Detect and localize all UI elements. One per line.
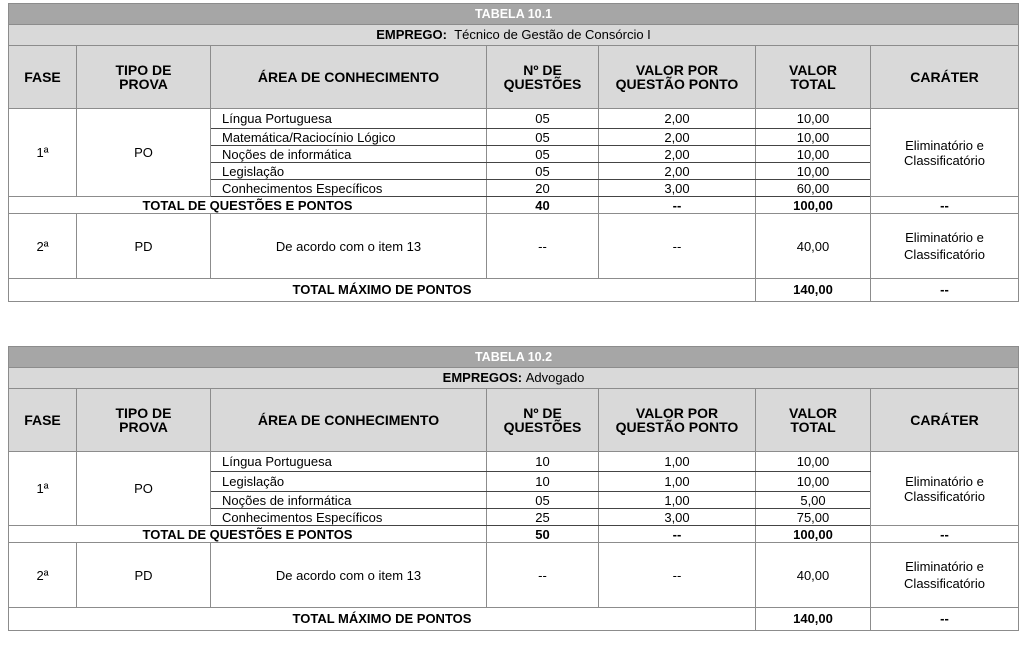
phase2-questoes: -- <box>487 543 599 608</box>
header-total-line2: TOTAL <box>790 419 836 435</box>
phase1-carater <box>871 452 1019 526</box>
header-valor-questao <box>599 389 756 452</box>
phase2-fase: 2ª <box>9 214 77 279</box>
header-num-line1: Nº DE <box>523 62 562 78</box>
table-row-questoes: 10 <box>487 452 599 472</box>
header-num-questoes <box>487 389 599 452</box>
header-valor-questao <box>599 46 756 109</box>
table-row-area: Legislação <box>211 163 487 180</box>
table-title: TABELA 10.2 <box>9 347 1019 368</box>
table-row-valor: 1,00 <box>599 492 756 509</box>
score-table-10-2 <box>8 346 1019 631</box>
header-valor-line2: QUESTÃO PONTO <box>615 76 739 92</box>
table-row-area: Conhecimentos Específicos <box>211 180 487 197</box>
table-row-questoes: 05 <box>487 109 599 129</box>
table-row-valor: 3,00 <box>599 180 756 197</box>
phase2-questoes: -- <box>487 214 599 279</box>
subtotal-questoes: 40 <box>487 197 599 214</box>
phase2-carater-line2: Classificatório <box>904 576 985 591</box>
header-tipo-line2: PROVA <box>119 76 168 92</box>
table-row-valor: 2,00 <box>599 163 756 180</box>
phase2-area: De acordo com o item 13 <box>211 543 487 608</box>
employment-value: Advogado <box>525 370 585 385</box>
phase1-tipo: PO <box>77 109 211 197</box>
max-label: TOTAL MÁXIMO DE PONTOS <box>9 608 756 631</box>
table-row-questoes: 05 <box>487 163 599 180</box>
header-total-line1: VALOR <box>789 405 837 421</box>
table-row-area: Noções de informática <box>211 146 487 163</box>
phase2-valor: -- <box>599 543 756 608</box>
phase1-fase: 1ª <box>9 109 77 197</box>
header-area: ÁREA DE CONHECIMENTO <box>211 46 487 109</box>
max-label: TOTAL MÁXIMO DE PONTOS <box>9 279 756 302</box>
header-valor-total <box>756 46 871 109</box>
table-row-valor: 2,00 <box>599 129 756 146</box>
header-tipo-prova <box>77 46 211 109</box>
table-row-total: 10,00 <box>756 452 871 472</box>
employment-label: EMPREGOS: <box>442 370 523 385</box>
phase2-carater <box>871 214 1019 279</box>
subtotal-valor: -- <box>599 526 756 543</box>
header-carater: CARÁTER <box>871 389 1019 452</box>
phase1-carater-line2: Classificatório <box>904 152 985 168</box>
employment-row <box>9 25 1019 46</box>
header-tipo-prova <box>77 389 211 452</box>
subtotal-questoes: 50 <box>487 526 599 543</box>
max-carater: -- <box>871 608 1019 631</box>
table-row-questoes: 05 <box>487 129 599 146</box>
header-valor-line1: VALOR POR <box>635 62 719 78</box>
phase1-fase: 1ª <box>9 452 77 526</box>
table-row-valor: 1,00 <box>599 452 756 472</box>
phase1-carater-line2: Classificatório <box>904 488 985 504</box>
employment-label: EMPREGO: <box>376 27 447 42</box>
phase1-carater <box>871 109 1019 197</box>
header-num-questoes <box>487 46 599 109</box>
subtotal-label: TOTAL DE QUESTÕES E PONTOS <box>9 197 487 214</box>
table-row-valor: 1,00 <box>599 472 756 492</box>
phase2-tipo: PD <box>77 214 211 279</box>
table-row-questoes: 05 <box>487 492 599 509</box>
table-row-valor: 3,00 <box>599 509 756 526</box>
table-row-area: Noções de informática <box>211 492 487 509</box>
table-row-questoes: 10 <box>487 472 599 492</box>
table-row-area: Legislação <box>211 472 487 492</box>
header-tipo-line1: TIPO DE <box>115 405 172 421</box>
table-row-area: Matemática/Raciocínio Lógico <box>211 129 487 146</box>
phase2-carater-line1: Eliminatório e <box>905 230 984 245</box>
table-row-total: 10,00 <box>756 146 871 163</box>
table-row-valor: 2,00 <box>599 109 756 129</box>
phase2-carater-line1: Eliminatório e <box>905 559 984 574</box>
header-valor-total <box>756 389 871 452</box>
phase2-fase: 2ª <box>9 543 77 608</box>
header-valor-line1: VALOR POR <box>635 405 719 421</box>
header-num-line2: QUESTÕES <box>503 76 582 92</box>
header-total-line2: TOTAL <box>790 76 836 92</box>
table-row-area: Língua Portuguesa <box>211 109 487 129</box>
table-row-area: Língua Portuguesa <box>211 452 487 472</box>
phase2-area: De acordo com o item 13 <box>211 214 487 279</box>
table-title: TABELA 10.1 <box>9 4 1019 25</box>
table-row-total: 10,00 <box>756 109 871 129</box>
table-row-total: 5,00 <box>756 492 871 509</box>
phase2-carater-line2: Classificatório <box>904 247 985 262</box>
table-row-total: 10,00 <box>756 472 871 492</box>
max-carater: -- <box>871 279 1019 302</box>
phase2-total: 40,00 <box>756 214 871 279</box>
max-total: 140,00 <box>756 608 871 631</box>
subtotal-label: TOTAL DE QUESTÕES E PONTOS <box>9 526 487 543</box>
table-row-area: Conhecimentos Específicos <box>211 509 487 526</box>
table-row-total: 10,00 <box>756 129 871 146</box>
table-row-total: 75,00 <box>756 509 871 526</box>
employment-row <box>9 368 1019 389</box>
table-row-valor: 2,00 <box>599 146 756 163</box>
phase1-tipo: PO <box>77 452 211 526</box>
subtotal-total: 100,00 <box>756 526 871 543</box>
header-fase: FASE <box>9 389 77 452</box>
phase2-carater <box>871 543 1019 608</box>
table-row-questoes: 05 <box>487 146 599 163</box>
table-row-total: 60,00 <box>756 180 871 197</box>
table-row-total: 10,00 <box>756 163 871 180</box>
phase1-carater-line1: Eliminatório e <box>905 473 984 489</box>
header-valor-line2: QUESTÃO PONTO <box>615 419 739 435</box>
score-table-10-1 <box>8 3 1019 302</box>
subtotal-carater: -- <box>871 526 1019 543</box>
subtotal-valor: -- <box>599 197 756 214</box>
header-tipo-line2: PROVA <box>119 419 168 435</box>
phase2-valor: -- <box>599 214 756 279</box>
header-fase: FASE <box>9 46 77 109</box>
header-tipo-line1: TIPO DE <box>115 62 172 78</box>
subtotal-total: 100,00 <box>756 197 871 214</box>
employment-value: Técnico de Gestão de Consórcio I <box>454 27 651 42</box>
subtotal-carater: -- <box>871 197 1019 214</box>
max-total: 140,00 <box>756 279 871 302</box>
table-row-questoes: 25 <box>487 509 599 526</box>
phase2-total: 40,00 <box>756 543 871 608</box>
header-carater: CARÁTER <box>871 46 1019 109</box>
table-row-questoes: 20 <box>487 180 599 197</box>
phase2-tipo: PD <box>77 543 211 608</box>
header-num-line2: QUESTÕES <box>503 419 582 435</box>
phase1-carater-line1: Eliminatório e <box>905 137 984 153</box>
header-num-line1: Nº DE <box>523 405 562 421</box>
header-area: ÁREA DE CONHECIMENTO <box>211 389 487 452</box>
header-total-line1: VALOR <box>789 62 837 78</box>
